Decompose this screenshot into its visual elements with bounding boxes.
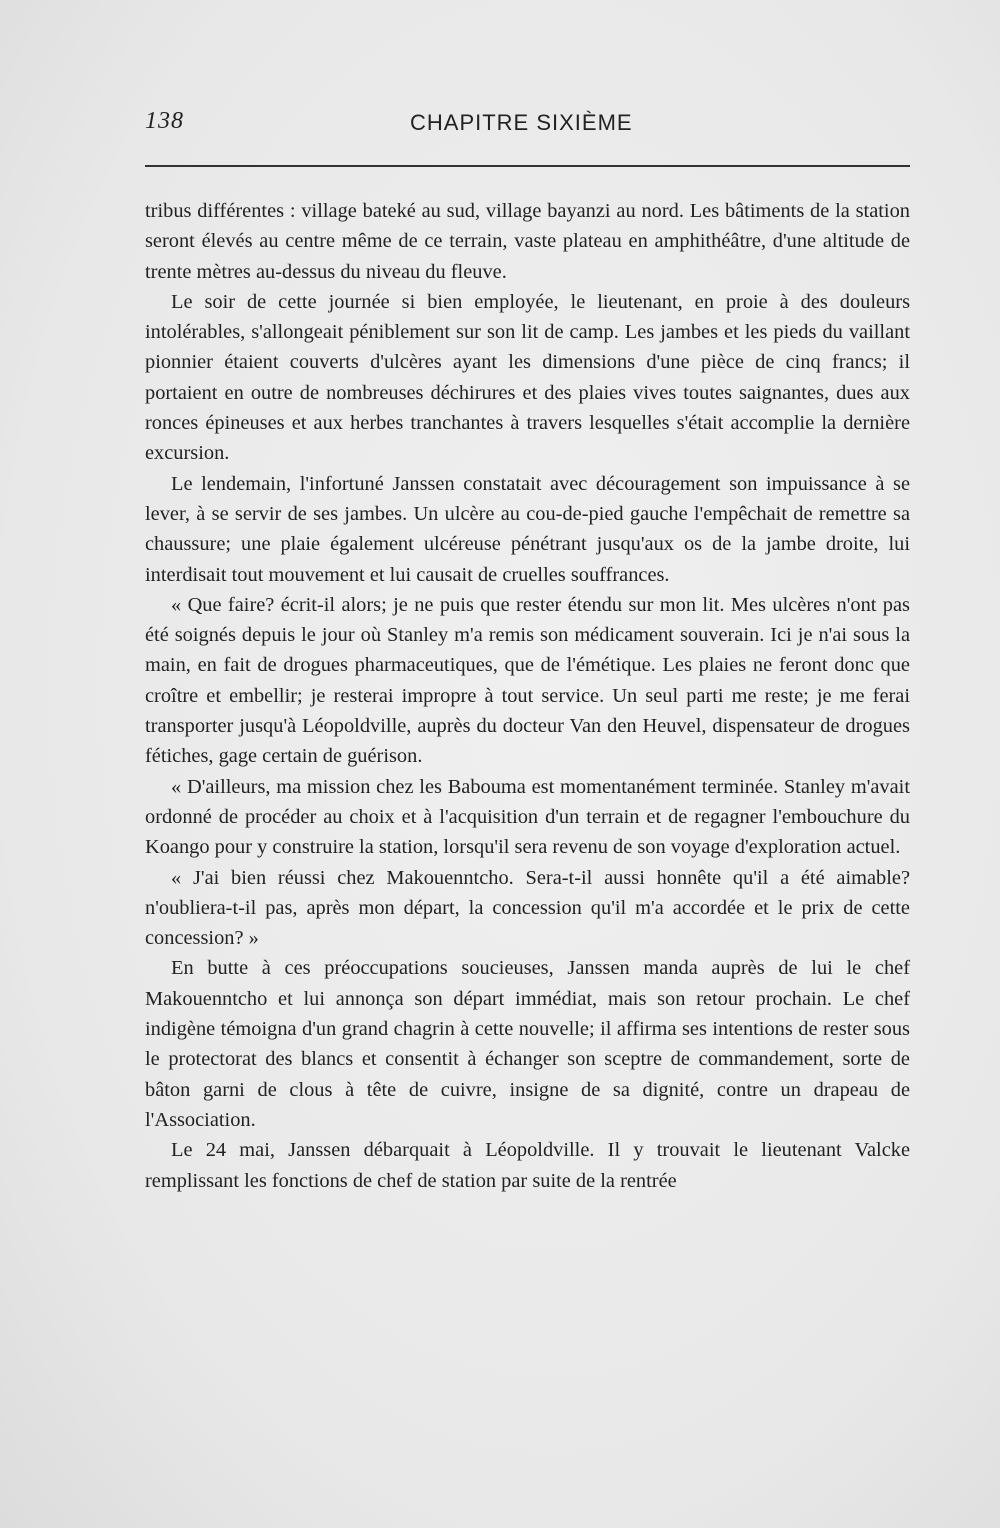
paragraph: En butte à ces préoccupations soucieuses, Janssen manda auprès de lui le chef Makouenntcho et lui annonça son départ immédiat, mais son retour prochain. Le chef indigène témoigna d'un grand chagrin à cette nouvelle; il affirma ses intentions de rester sous le protectorat des blancs et consentit à échanger son sceptre de commandement, sorte de bâton garni de clous à tête de cuivre, insigne de sa dignité, contre un drapeau de l'Association. (145, 957, 910, 1131)
paragraph: « J'ai bien réussi chez Makouenntcho. Sera-t-il aussi honnête qu'il a été aimable? n'oubliera-t-il pas, après mon départ, la concession qu'il m'a accordée et le prix de cette concession? » (145, 866, 910, 950)
paragraph: Le lendemain, l'infortuné Janssen constatait avec découragement son impuissance à se lever, à se servir de ses jambes. Un ulcère au cou-de-pied gauche l'empêchait de remettre sa chaussure; une plaie également ulcéreuse pénétrant jusqu'aux os de la jambe droite, lui interdisait tout mouvement et lui causait de cruelles souffrances. (145, 472, 910, 586)
paragraph: Le soir de cette journée si bien employée, le lieutenant, en proie à des douleurs intolérables, s'allongeait péniblement sur son lit de camp. Les jambes et les pieds du vaillant pionnier étaient couverts d'ulcères ayant les dimensions d'une pièce de cinq francs; il portaient en outre de nombreuses déchirures et des plaies vives toutes saignantes, dues aux ronces épineuses et aux herbes tranchantes à travers lesquelles s'était accomplie la dernière excursion. (145, 290, 910, 465)
paragraph: tribus différentes : village bateké au sud, village bayanzi au nord. Les bâtiments de la station seront élevés au centre même de ce terrain, vaste plateau en amphithéâtre, d'une altitude de trente mètres au-dessus du niveau du fleuve. (145, 200, 910, 283)
paragraph: « D'ailleurs, ma mission chez les Babouma est momentanément terminée. Stanley m'avait ordonné de procéder au choix et à l'acquisition d'un terrain et de regagner l'embouchure du Koango pour y construire la station, lorsqu'il sera revenu de son voyage d'exploration actuel. (145, 775, 910, 859)
page-number: 138 (145, 108, 184, 134)
paragraph: Le 24 mai, Janssen débarquait à Léopoldville. Il y trouvait le lieutenant Valcke remplissant les fonctions de chef de station par suite de la rentrée (145, 1139, 910, 1192)
body-text (145, 196, 910, 1196)
page-header (145, 108, 910, 142)
header-rule (145, 165, 910, 167)
paragraph: « Que faire? écrit-il alors; je ne puis que rester étendu sur mon lit. Mes ulcères n'ont pas été soignés depuis le jour où Stanley m'a remis son médicament souverain. Ici je n'ai sous la main, en fait de drogues pharmaceutiques, que de l'émétique. Les plaies ne feront donc que croître et embellir; je resterai impropre à tout service. Un seul parti me reste; je me ferai transporter jusqu'à Léopoldville, auprès du docteur Van den Heuvel, dispensateur de drogues fétiches, gage certain de guérison. (145, 593, 910, 768)
running-head: CHAPITRE SIXIÈME (410, 110, 633, 135)
